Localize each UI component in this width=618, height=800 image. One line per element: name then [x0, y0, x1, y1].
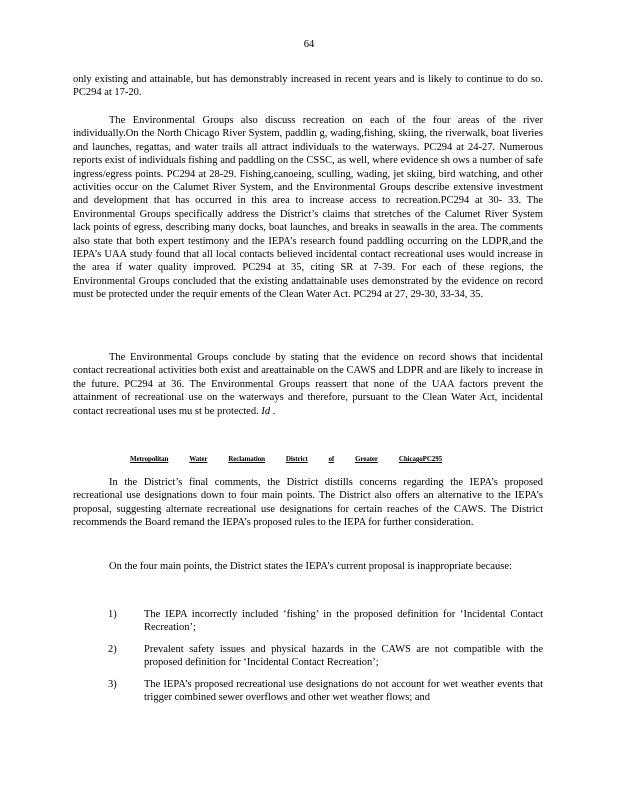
heading-word: District — [285, 455, 308, 463]
heading-word: of — [328, 455, 335, 463]
paragraph-continuation — [73, 73, 543, 100]
paragraph-3-end: . — [270, 405, 276, 417]
paragraph-1: only existing and attainable, but has demonstrably increased in recent years and is likely to continue to do so. PC294 at 17-20. — [73, 74, 543, 99]
paragraph-3-text: The Environmental Groups conclude by stating that the evidence on record shows that incidental contact recreational activities both exist and areattainable on the CAWS and LDPR and are likely to increase in the future. PC294 at 36. The Environmental Groups reassert that none of the UAA factors prevent the attainment of recreational use on the waterways and therefore, pursuant to the Clean Water Act, incidental contact recreational uses mu st be protected. — [73, 352, 543, 417]
heading-word: Greater — [355, 455, 378, 463]
list-item — [108, 608, 543, 635]
list-item — [108, 678, 543, 705]
paragraph-4: In the District’s final comments, the District distills concerns regarding the IEPA’s proposed recreational use designations down to four main points. The District also offers an alternative to the IEPA’s proposal, suggesting alternate recreational use designations for certain reaches of the CAWS. The District recommends the Board remand the IEPA’s proposed rules to the IEPA for further consideration. — [73, 477, 543, 529]
heading-word: Water — [189, 455, 208, 463]
list-item-text: The IEPA incorrectly included ‘fishing’ in the proposed definition for ‘Incidental Contact Recreation’; — [144, 609, 543, 634]
points-list — [108, 608, 543, 712]
paragraph-block-4 — [73, 476, 543, 530]
paragraph-3 — [73, 351, 543, 418]
heading-word: Reclamation — [228, 455, 265, 463]
paragraph-block-3 — [73, 351, 543, 418]
heading-word: ChicagoPC295 — [398, 455, 442, 463]
paragraph-block-5 — [73, 560, 543, 573]
paragraph-block-2 — [73, 114, 543, 302]
list-item-number: 2) — [108, 643, 117, 655]
paragraph-5: On the four main points, the District states the IEPA’s current proposal is inappropriate because: — [109, 561, 512, 572]
list-item — [108, 643, 543, 670]
page-number: 64 — [303, 39, 315, 50]
paragraph-2: The Environmental Groups also discuss recreation on each of the four areas of the river individually.On the North Chicago River System, paddlin g, wading,fishing, skiing, the riverwalk, boat liveries and launches, regattas, and water trails all attract individuals to the waterways. PC294 at 24-27. Numerous reports exist of individuals fishing and paddling on the CSSC, as well, where evidence sh ows a number of safe ingress/egress points. PC294 at 28-29. Fishing,canoeing, sculling, wading, jet skiing, bird watching, and other activities occur on the Calumet River System, and the Environmental Groups describe extensive investment and development that has occurred in this area to increase access to recreation.PC294 at 30- 33. The Environmental Groups specifically address the District’s claims that stretches of the Calumet River System lack points of egress, describing many docks, boat launches, and breaks in seawalls in the area. The comments also state that both expert testimony and the IEPA’s research found paddling occurring on the LDPR,and the IEPA’s UAA study found that all local contacts believed incidental contact recreational uses would increase in the area if water quality improved. PC294 at 35, citing SR at 7-39. For each of these regions, the Environmental Groups concluded that the existing andattainable uses demonstrated by the evidence on record must be protected under the requir ements of the Clean Water Act. PC294 at 27, 29-30, 33-34, 35. — [73, 115, 543, 301]
list-item-number: 3) — [108, 678, 117, 690]
list-item-number: 1) — [108, 609, 117, 620]
list-item-text: Prevalent safety issues and physical hazards in the CAWS are not compatible with the proposed definition for ‘Incidental Contact Recreation’; — [144, 643, 543, 669]
heading-word: Metropolitan — [130, 455, 169, 463]
list-item-text: The IEPA’s proposed recreational use designations do not account for wet weather events that trigger combined sewer overflows and other wet weather flows; and — [144, 678, 543, 704]
section-heading — [130, 453, 442, 466]
paragraph-3-citation: Id — [261, 405, 271, 417]
